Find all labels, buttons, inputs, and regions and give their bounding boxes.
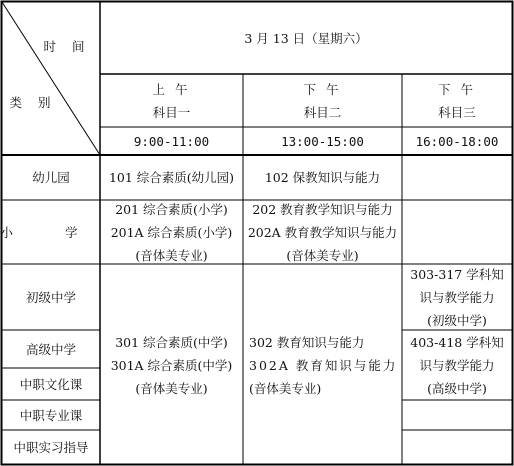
- primary-subject-2: [243, 200, 402, 264]
- category-header-label: 类 别: [9, 94, 57, 110]
- primary-subject-2-line-2: 202A 教育教学知识与能力: [247, 224, 398, 240]
- exam-date: 3 月 13 日（星期六）: [244, 30, 368, 46]
- secondary-subject-2-line-3: (音体美专业): [249, 380, 322, 396]
- senior-subject-3-line-3: (高级中学): [427, 380, 487, 396]
- kindergarten-subject-1: 101 综合素质(幼儿园): [108, 170, 235, 185]
- session-1-subject: 科目一: [152, 104, 191, 120]
- secondary-subject-2-line-1: 302 教育知识与能力: [249, 334, 365, 350]
- junior-subject-3-line-2: 识与教学能力: [419, 289, 495, 305]
- secondary-subject-2-line-2: 302A 教育知识与能力: [249, 357, 398, 373]
- session-3-header: [402, 74, 512, 127]
- session-2-time: 13:00-15:00: [281, 133, 364, 149]
- junior-subject-3-line-3: (初级中学): [427, 312, 487, 328]
- category-vocational-culture: 中职文化课: [19, 376, 83, 392]
- category-vocational-major: 中职专业课: [19, 407, 83, 423]
- session-3-time: 16:00-18:00: [415, 133, 499, 149]
- secondary-subject-1: [100, 330, 243, 400]
- category-vocational-internship: 中职实习指导: [13, 439, 89, 455]
- session-1-period: 上 午: [152, 81, 191, 97]
- secondary-subject-1-line-2: 301A 综合素质(中学): [110, 357, 233, 373]
- category-junior-middle: 初级中学: [25, 289, 76, 305]
- session-2-header: [243, 74, 402, 127]
- secondary-subject-2: [243, 330, 402, 400]
- session-1-time: 9:00-11:00: [133, 133, 210, 149]
- junior-subject-3: [402, 264, 512, 330]
- junior-subject-3-line-1: 303-317 学科知: [410, 266, 504, 282]
- category-kindergarten: 幼儿园: [32, 170, 70, 185]
- senior-subject-3-line-2: 识与教学能力: [419, 357, 495, 373]
- session-2-period: 下 午: [303, 81, 342, 97]
- category-primary: 小 学: [0, 224, 102, 240]
- primary-subject-2-line-3: (音体美专业): [286, 247, 359, 263]
- kindergarten-subject-2: 102 保教知识与能力: [264, 170, 381, 185]
- category-senior-middle: 高级中学: [25, 341, 76, 357]
- secondary-subject-1-line-3: (音体美专业): [135, 380, 208, 396]
- primary-subject-2-line-1: 202 教育教学知识与能力: [252, 201, 393, 217]
- primary-subject-1-line-3: (音体美专业): [135, 247, 208, 263]
- session-1-header: [100, 74, 243, 127]
- primary-subject-1-line-1: 201 综合素质(小学): [115, 201, 228, 217]
- session-3-subject: 科目三: [438, 104, 476, 120]
- session-2-subject: 科目二: [303, 104, 342, 120]
- header-diagonal-line: [2, 2, 100, 155]
- primary-subject-1: [100, 200, 243, 264]
- session-3-period: 下 午: [438, 81, 476, 97]
- secondary-subject-1-line-1: 301 综合素质(中学): [115, 334, 228, 350]
- primary-subject-1-line-2: 201A 综合素质(小学): [110, 224, 233, 240]
- time-header-label: 时 间: [43, 38, 91, 54]
- senior-subject-3-line-1: 403-418 学科知: [410, 334, 504, 350]
- senior-subject-3: [402, 330, 512, 400]
